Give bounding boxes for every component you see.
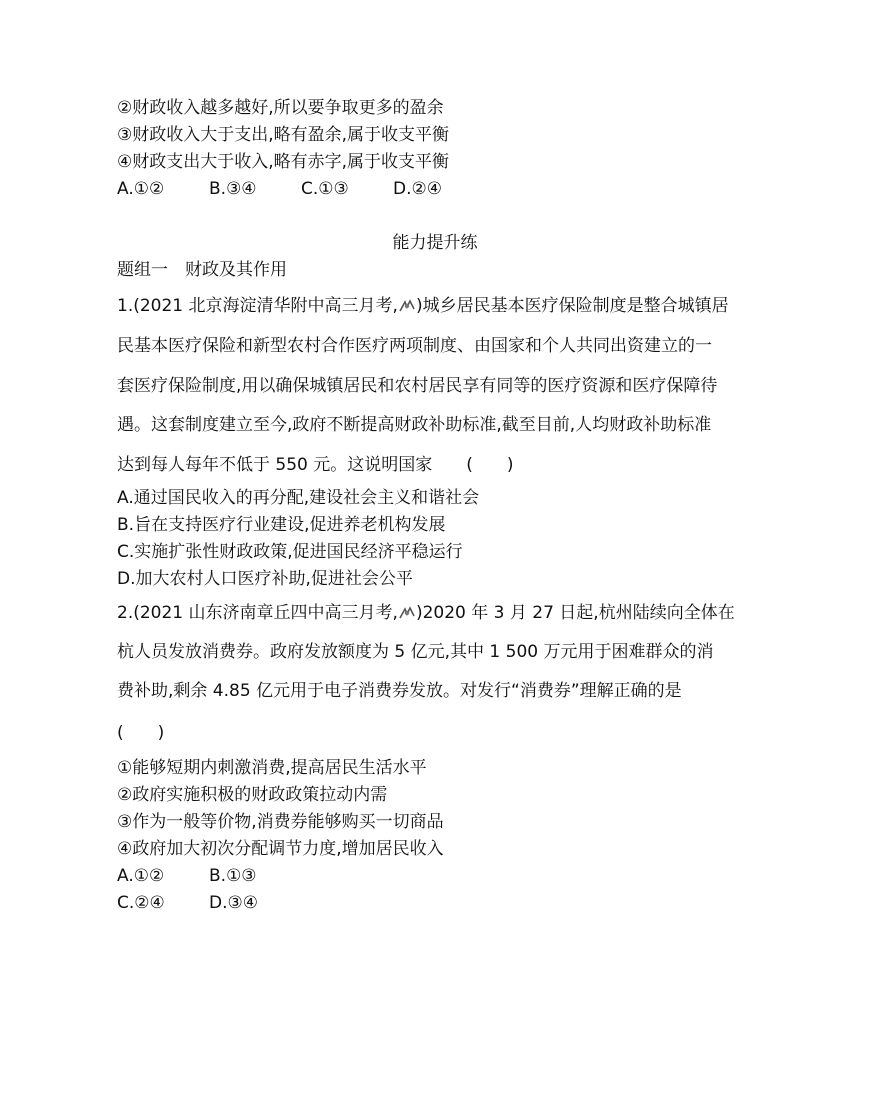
q2-item-2: ②政府实施积极的财政政策拉动内需 (117, 785, 388, 805)
q1-option-d[interactable]: D.加大农村人口医疗补助,促进社会公平 (117, 569, 413, 589)
difficulty-star-icon (398, 299, 416, 313)
q2-item-1: ①能够短期内刺激消费,提高居民生活水平 (117, 758, 427, 778)
q1-stem-line-2: 民基本医疗保险和新型农村合作医疗两项制度、由国家和个人共同出资建立的一 (117, 336, 712, 356)
group-title: 题组一 财政及其作用 (117, 260, 287, 280)
q1-stem-line-5: 达到每人每年不低于 550 元。这说明国家 ( ) (117, 455, 514, 475)
prev-option-b[interactable]: B.③④ (209, 179, 257, 199)
q2-option-b[interactable]: B.①③ (209, 866, 257, 886)
q2-options-row-2 (117, 892, 258, 914)
q1-option-b[interactable]: B.旨在支持医疗行业建设,促进养老机构发展 (117, 515, 446, 535)
q2-stem-first-line (117, 602, 735, 624)
q2-item-3: ③作为一般等价物,消费券能够购买一切商品 (117, 812, 444, 832)
q1-stem-line-4: 遇。这套制度建立至今,政府不断提高财政补助标准,截至目前,人均财政补助标准 (117, 415, 712, 435)
prev-item-2: ②财政收入越多越好,所以要争取更多的盈余 (117, 98, 444, 118)
prev-option-c[interactable]: C.①③ (301, 179, 349, 199)
q2-answer-bracket: ( ) (117, 723, 165, 743)
prev-item-3: ③财政收入大于支出,略有盈余,属于收支平衡 (117, 125, 450, 145)
q2-option-c[interactable]: C.②④ (117, 893, 165, 913)
prev-option-a[interactable]: A.①② (117, 179, 165, 199)
q1-stem-line-3: 套医疗保险制度,用以确保城镇居民和农村居民享有同等的医疗资源和医疗保障待 (117, 376, 718, 396)
prev-item-4: ④财政支出大于收入,略有赤字,属于收支平衡 (117, 152, 450, 172)
q1-option-c[interactable]: C.实施扩张性财政政策,促进国民经济平稳运行 (117, 542, 463, 562)
prev-options (117, 178, 442, 200)
difficulty-star-icon (398, 606, 416, 620)
q2-options-row-1 (117, 865, 257, 887)
q1-prefix: 1.(2021 北京海淀清华附中高三月考, (117, 296, 398, 316)
q2-option-d[interactable]: D.③④ (209, 893, 258, 913)
q2-stem-line-3: 费补助,剩余 4.85 亿元用于电子消费券发放。对发行“消费券”理解正确的是 (117, 681, 682, 701)
q2-item-4: ④政府加大初次分配调节力度,增加居民收入 (117, 839, 444, 859)
q2-prefix: 2.(2021 山东济南章丘四中高三月考, (117, 603, 398, 623)
section-title: 能力提升练 (392, 233, 478, 253)
q2-stem-line-2: 杭人员发放消费券。政府发放额度为 5 亿元,其中 1 500 万元用于困难群众的消 (117, 642, 714, 662)
q2-option-a[interactable]: A.①② (117, 866, 165, 886)
q1-stem-first: )城乡居民基本医疗保险制度是整合城镇居 (415, 296, 729, 316)
prev-option-d[interactable]: D.②④ (393, 179, 442, 199)
q1-option-a[interactable]: A.通过国民收入的再分配,建设社会主义和谐社会 (117, 488, 480, 508)
q1-stem-first-line (117, 295, 729, 317)
q2-stem-first: )2020 年 3 月 27 日起,杭州陆续向全体在 (415, 603, 735, 623)
